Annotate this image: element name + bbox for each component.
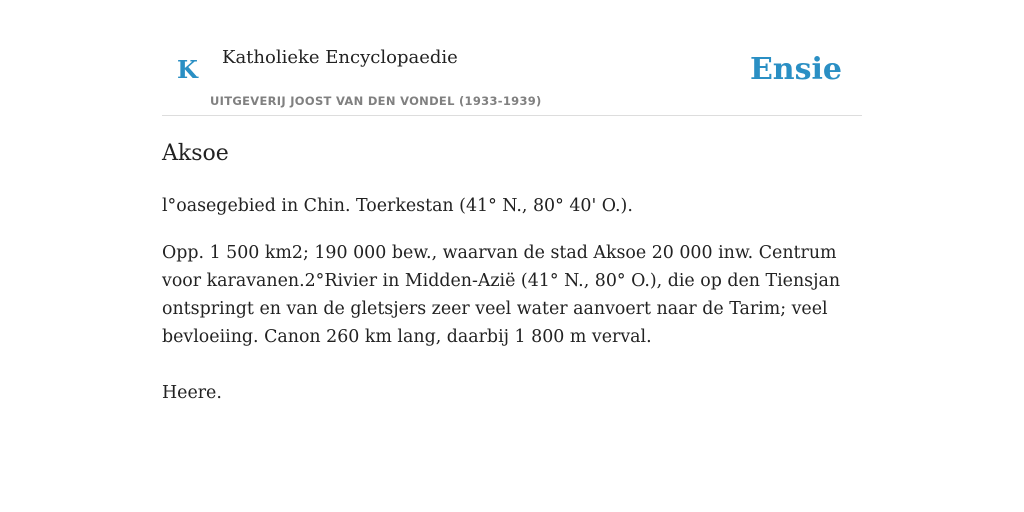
page xyxy=(162,0,862,512)
publication-subtitle: UITGEVERIJ JOOST VAN DEN VONDEL (1933-1939) xyxy=(210,94,542,108)
article-author: Heere. xyxy=(162,383,222,403)
article-paragraph: Opp. 1 500 km2; 190 000 bew., waarvan de stad Aksoe 20 000 inw. Centrum voor karavanen.2°Rivier in Midden-Azië (41° N., 80° O.), die op den Tiensjan ontspringt en van de gletsjers zeer veel water aanvoert naar de Tarim; veel bevloeiing. Canon 260 km lang, daarbij 1 800 m verval. xyxy=(162,243,841,347)
publication-title[interactable]: Katholieke Encyclopaedie xyxy=(222,47,458,68)
article-paragraph: l°oasegebied in Chin. Toerkestan (41° N., 80° 40' O.). xyxy=(162,196,633,216)
publication-logo[interactable]: K xyxy=(177,55,198,84)
ensie-logo-link[interactable]: Ensie xyxy=(749,52,842,87)
article-title: Aksoe xyxy=(162,141,229,166)
site-header xyxy=(162,0,862,116)
